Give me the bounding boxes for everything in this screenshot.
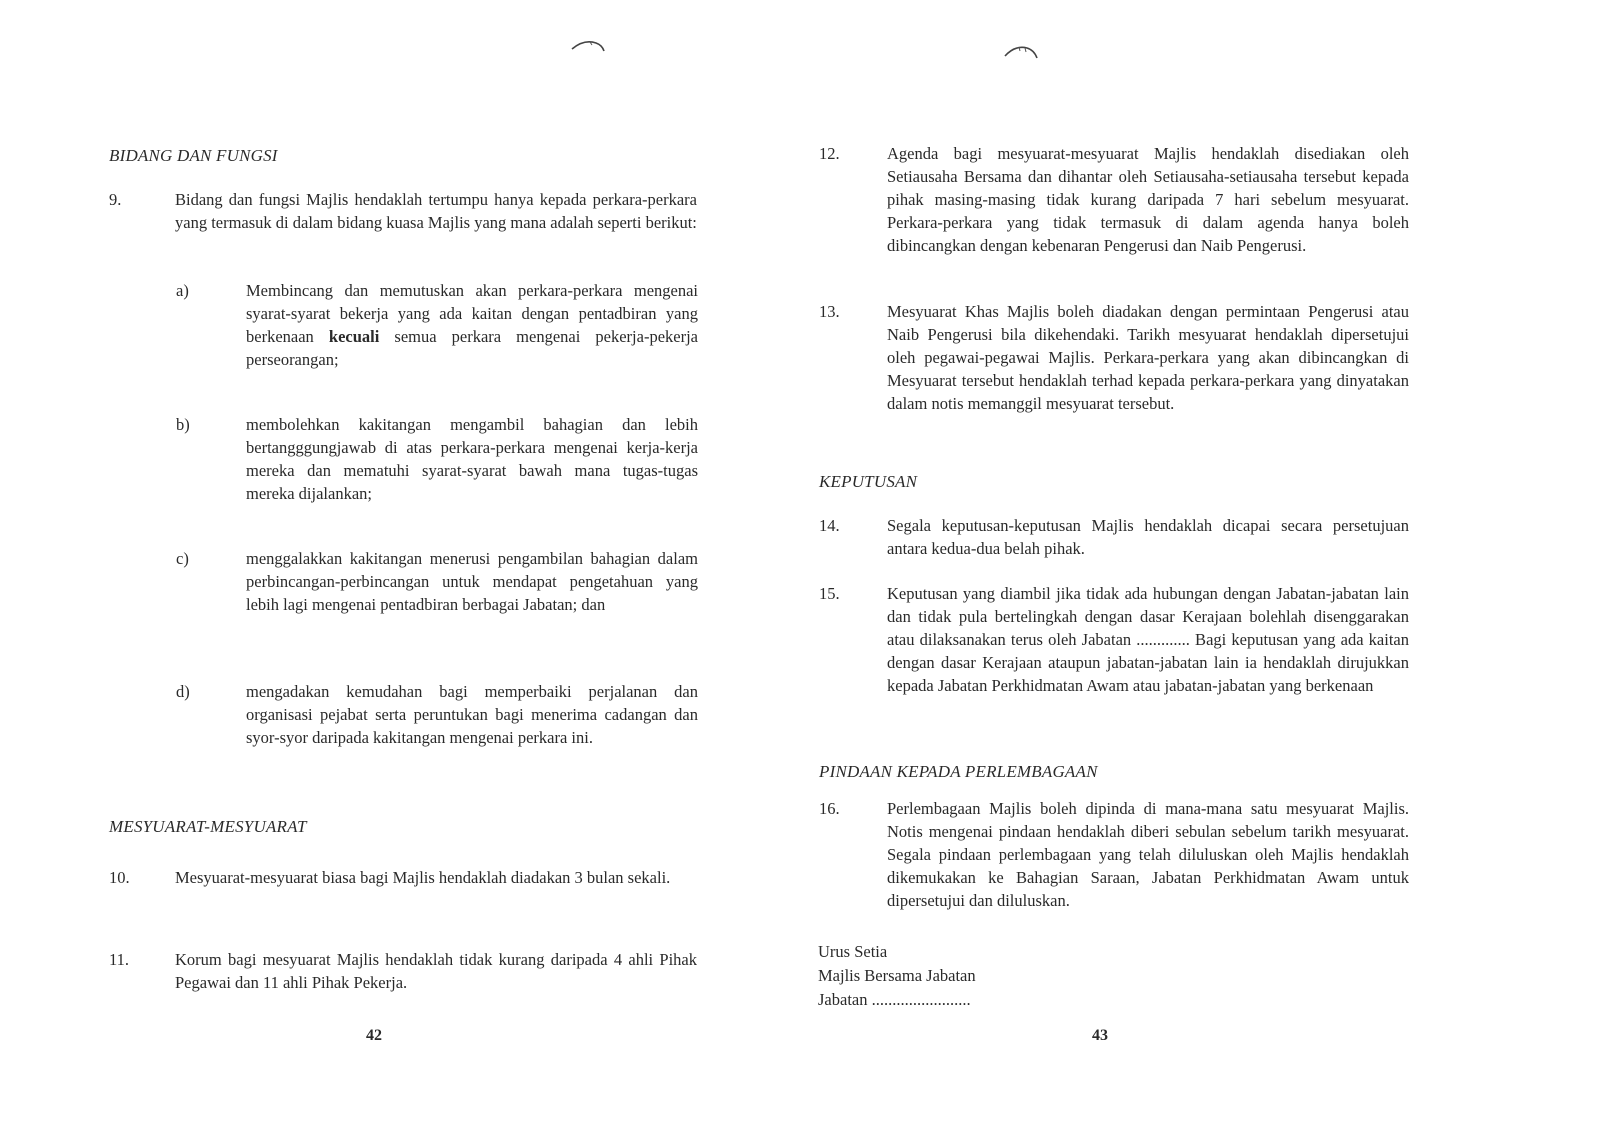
signature-line-urus-setia: Urus Setia [818,942,888,961]
clause-text: Bidang dan fungsi Majlis hendaklah tertumpu hanya kepada perkara-perkara yang termasuk di dalam bidang kuasa Majlis yang mana adalah seperti berikut: [175,190,697,232]
heading-bidang-dan-fungsi: BIDANG DAN FUNGSI [109,146,278,165]
sub-item-text: Membincang dan memutuskan akan perkara-perkara mengenai syarat-syarat bekerja yang ada kaitan dengan pentadbiran yang berkenaan kecuali semua perkara mengenai pekerja-pekerja perseorangan; [246,281,699,369]
sub-item-label: a) [176,281,189,300]
clause-number: 10. [109,868,130,887]
heading-pindaan-kepada-perlembagaan: PINDAAN KEPADA PERLEMBAGAAN [819,762,1098,781]
signature-block [818,940,976,1012]
clause-text: Mesyuarat Khas Majlis boleh diadakan dengan permintaan Pengerusi atau Naib Pengerusi bila dikehendaki. Tarikh mesyuarat hendaklah dipersetujui oleh pegawai-pegawai Majlis. Perkara-perkara yang akan dibincangkan di Mesyuarat tersebut hendaklah terhad kepada perkara-perkara yang dinyatakan dalam notis memanggil mesyuarat tersebut. [887,302,1409,413]
page-number: 42 [366,1027,382,1044]
sub-item-text: membolehkan kakitangan mengambil bahagian dan lebih bertangggungjawab di atas perkara-perkara mengenai kerja-kerja mereka dan mematuhi syarat-syarat bawah mana tugas-tugas mereka dijalankan; [246,415,698,503]
heading-mesyuarat: MESYUARAT-MESYUARAT [109,817,307,836]
clause-text: Perlembagaan Majlis boleh dipinda di mana-mana satu mesyuarat Majlis. Notis mengenai pindaan hendaklah diberi sebulan sebelum tarikh mesyuarat. Segala pindaan perlembagaan yang telah diluluskan oleh Majlis hendaklah dikemukakan ke Bahagian Saraan, Jabatan Perkhidmatan Awam untuk dipersetujui dan diluluskan. [887,799,1409,910]
clause-text: Korum bagi mesyuarat Majlis hendaklah tidak kurang daripada 4 ahli Pihak Pegawai dan 11 ahli Pihak Pekerja. [175,950,697,992]
emphasis-kecuali: kecuali [328,327,380,346]
sub-item-label: b) [176,415,190,434]
sub-item-text: menggalakkan kakitangan menerusi pengambilan bahagian dalam perbincangan-perbincangan untuk mendapat pengetahuan yang lebih lagi mengenai pentadbiran berbagai Jabatan; dan [246,549,698,614]
clause-number: 14. [819,516,840,535]
clause-text: Agenda bagi mesyuarat-mesyuarat Majlis hendaklah disediakan oleh Setiausaha Bersama dan dihantar oleh Setiausaha-setiausaha tersebut kepada pihak masing-masing tidak kurang daripada 7 hari sebelum mesyuarat. Perkara-perkara yang tidak termasuk di dalam agenda hanya boleh dibincangkan dengan kebenaran Pengerusi dan Naib Pengerusi. [887,144,1409,255]
signature-line-jabatan: Jabatan ........................ [818,990,971,1009]
heading-keputusan: KEPUTUSAN [819,472,918,491]
clause-number: 13. [819,302,840,321]
right-page [800,0,1600,1131]
sub-item-label: d) [176,682,190,701]
binding-mark-icon [1003,42,1043,62]
clause-text: Mesyuarat-mesyuarat biasa bagi Majlis hendaklah diadakan 3 bulan sekali. [175,868,671,887]
clause-text: Keputusan yang diambil jika tidak ada hubungan dengan Jabatan-jabatan lain dan tidak pula bertelingkah dengan dasar Kerajaan bolehlah disenggarakan atau dilaksanakan terus oleh Jabatan ............. Bagi keputusan yang ada kaitan dengan dasar Kerajaan ataupun jabatan-jabatan lain ia hendaklah dirujukkan kepada Jabatan Perkhidmatan Awam atau jabatan-jabatan yang berkenaan [887,584,1409,695]
clause-number: 11. [109,950,130,969]
sub-item-text: mengadakan kemudahan bagi memperbaiki perjalanan dan organisasi pejabat serta peruntukan bagi menerima cadangan dan syor-syor daripada kakitangan mengenai perkara ini. [246,682,698,747]
clause-text: Segala keputusan-keputusan Majlis hendaklah dicapai secara persetujuan antara kedua-dua belah pihak. [887,516,1409,558]
clause-number: 15. [819,584,840,603]
clause-number: 12. [819,144,840,163]
page-number: 43 [1092,1027,1108,1044]
binding-mark-icon [570,36,610,56]
clause-number: 16. [819,799,840,818]
sub-item-label: c) [176,549,189,568]
signature-line-majlis: Majlis Bersama Jabatan [818,966,976,985]
clause-number: 9. [109,190,122,209]
